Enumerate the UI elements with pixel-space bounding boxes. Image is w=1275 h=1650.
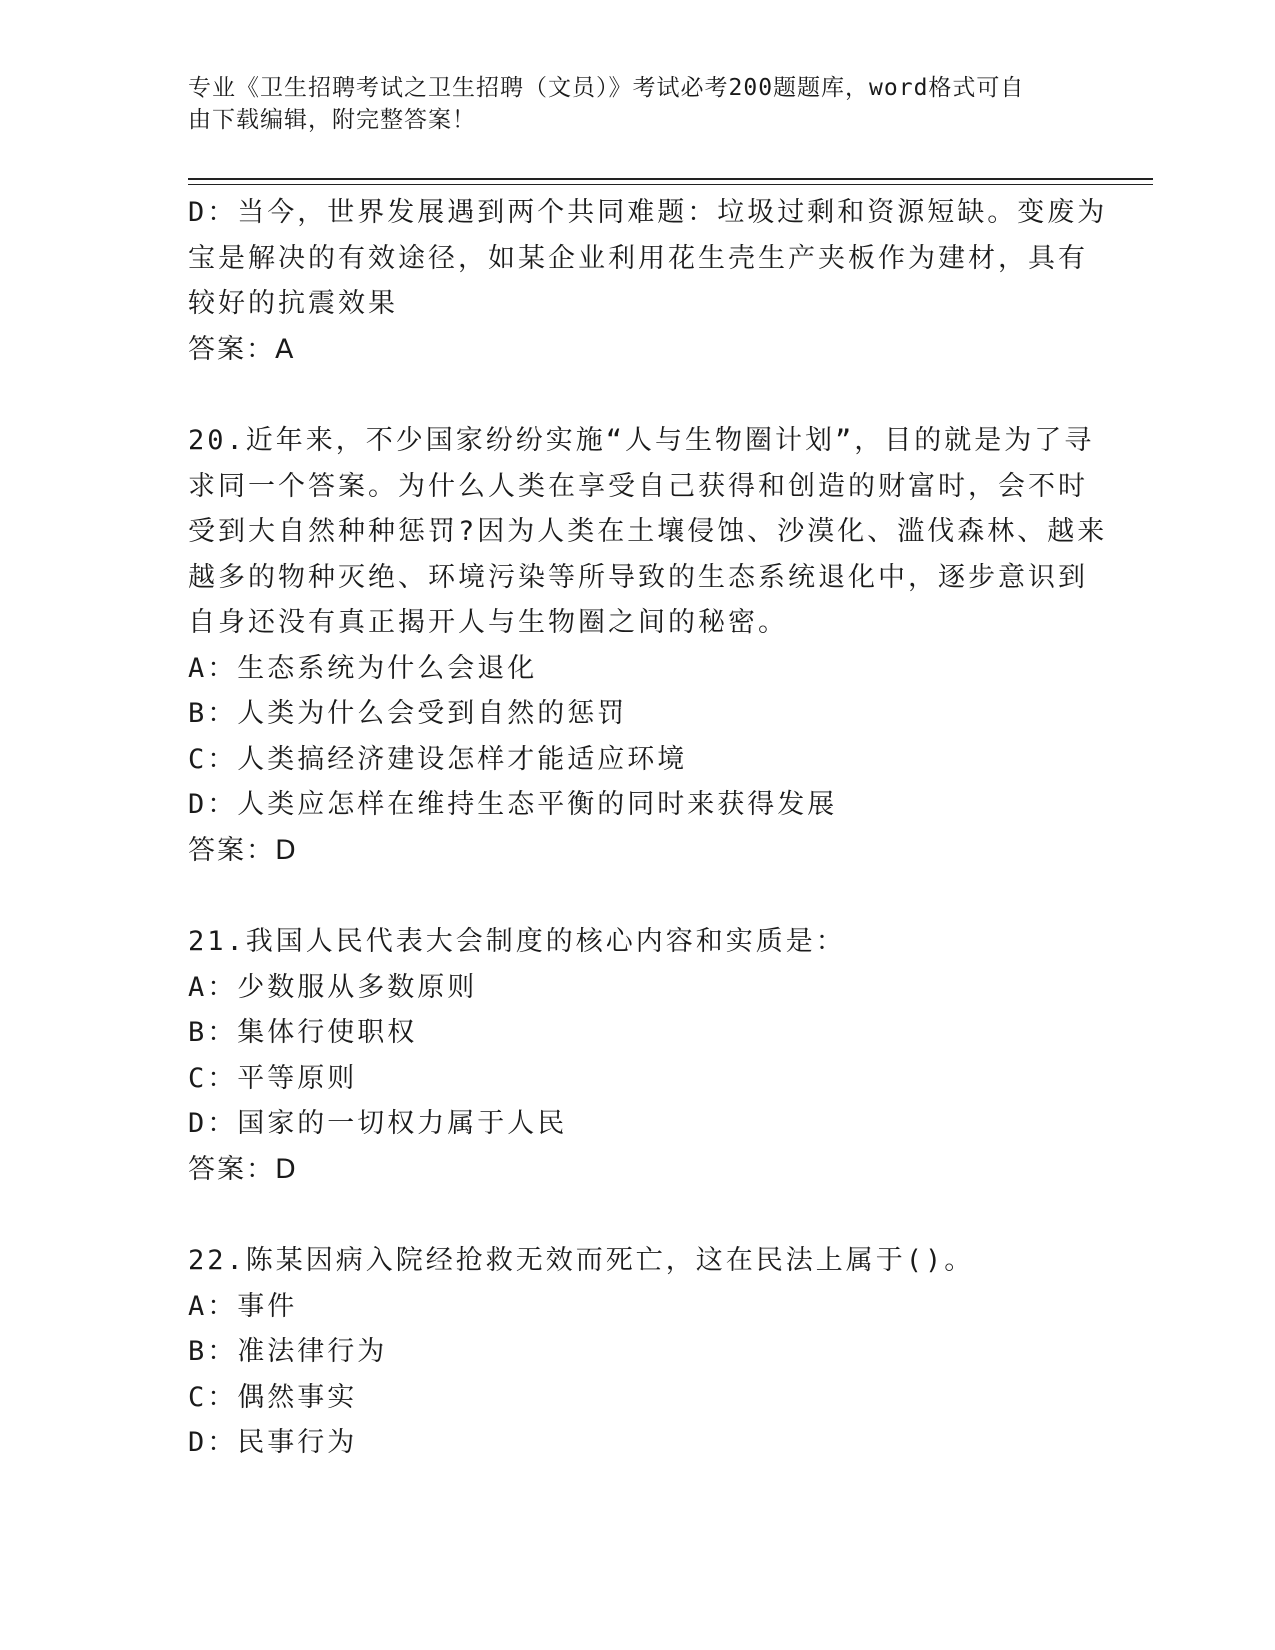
spacer bbox=[188, 873, 1088, 919]
option-d-line: 宝是解决的有效途径，如某企业利用花生壳生产夹板作为建材，具有 bbox=[188, 242, 1088, 274]
option-a: A：生态系统为什么会退化 bbox=[188, 652, 538, 684]
question-22 bbox=[188, 1238, 1088, 1466]
answer-label: 答案：D bbox=[188, 834, 298, 866]
header-line-1: 专业《卫生招聘考试之卫生招聘（文员）》考试必考200题题库，word格式可自 bbox=[188, 75, 1025, 101]
question-stem-line: 自身还没有真正揭开人与生物圈之间的秘密。 bbox=[188, 607, 788, 638]
spacer bbox=[188, 1192, 1088, 1238]
header-divider-thin bbox=[188, 184, 1153, 185]
option-d: D：国家的一切权力属于人民 bbox=[188, 1108, 568, 1139]
question-stem: 22.陈某因病入院经抢救无效而死亡，这在民法上属于()。 bbox=[188, 1245, 975, 1276]
option-d-line: 较好的抗震效果 bbox=[188, 288, 398, 319]
answer-label: 答案：D bbox=[188, 1153, 298, 1185]
question-content bbox=[188, 190, 1108, 1466]
option-c: C：人类搞经济建设怎样才能适应环境 bbox=[188, 743, 688, 775]
option-c: C：平等原则 bbox=[188, 1062, 358, 1094]
question-stem-line: 20.近年来，不少国家纷纷实施“人与生物圈计划”，目的就是为了寻 bbox=[188, 425, 1095, 456]
question-stem-line: 求同一个答案。为什么人类在享受自己获得和创造的财富时，会不时 bbox=[188, 470, 1088, 502]
question-19-tail bbox=[188, 190, 1108, 372]
option-b: B：准法律行为 bbox=[188, 1336, 388, 1367]
option-d-line: D：当今，世界发展遇到两个共同难题：垃圾过剩和资源短缺。变废为 bbox=[188, 197, 1108, 228]
question-stem-line: 越多的物种灭绝、环境污染等所导致的生态系统退化中，逐步意识到 bbox=[188, 561, 1088, 593]
option-a: A：少数服从多数原则 bbox=[188, 971, 478, 1003]
option-a: A：事件 bbox=[188, 1290, 298, 1322]
header-line-2: 由下载编辑，附完整答案！ bbox=[188, 107, 476, 133]
question-stem-line: 受到大自然种种惩罚?因为人类在土壤侵蚀、沙漠化、滥伐森林、越来 bbox=[188, 516, 1108, 547]
option-b: B：集体行使职权 bbox=[188, 1017, 418, 1048]
option-c: C：偶然事实 bbox=[188, 1381, 358, 1413]
spacer bbox=[188, 372, 1088, 418]
option-d: D：民事行为 bbox=[188, 1427, 358, 1458]
question-20 bbox=[188, 418, 1108, 873]
option-b: B：人类为什么会受到自然的惩罚 bbox=[188, 698, 628, 729]
answer-label: 答案：A bbox=[188, 333, 296, 365]
question-21 bbox=[188, 919, 1088, 1192]
header-divider-thick bbox=[188, 178, 1153, 180]
option-d: D：人类应怎样在维持生态平衡的同时来获得发展 bbox=[188, 789, 838, 820]
question-stem: 21.我国人民代表大会制度的核心内容和实质是： bbox=[188, 926, 846, 957]
document-header bbox=[188, 72, 1068, 136]
